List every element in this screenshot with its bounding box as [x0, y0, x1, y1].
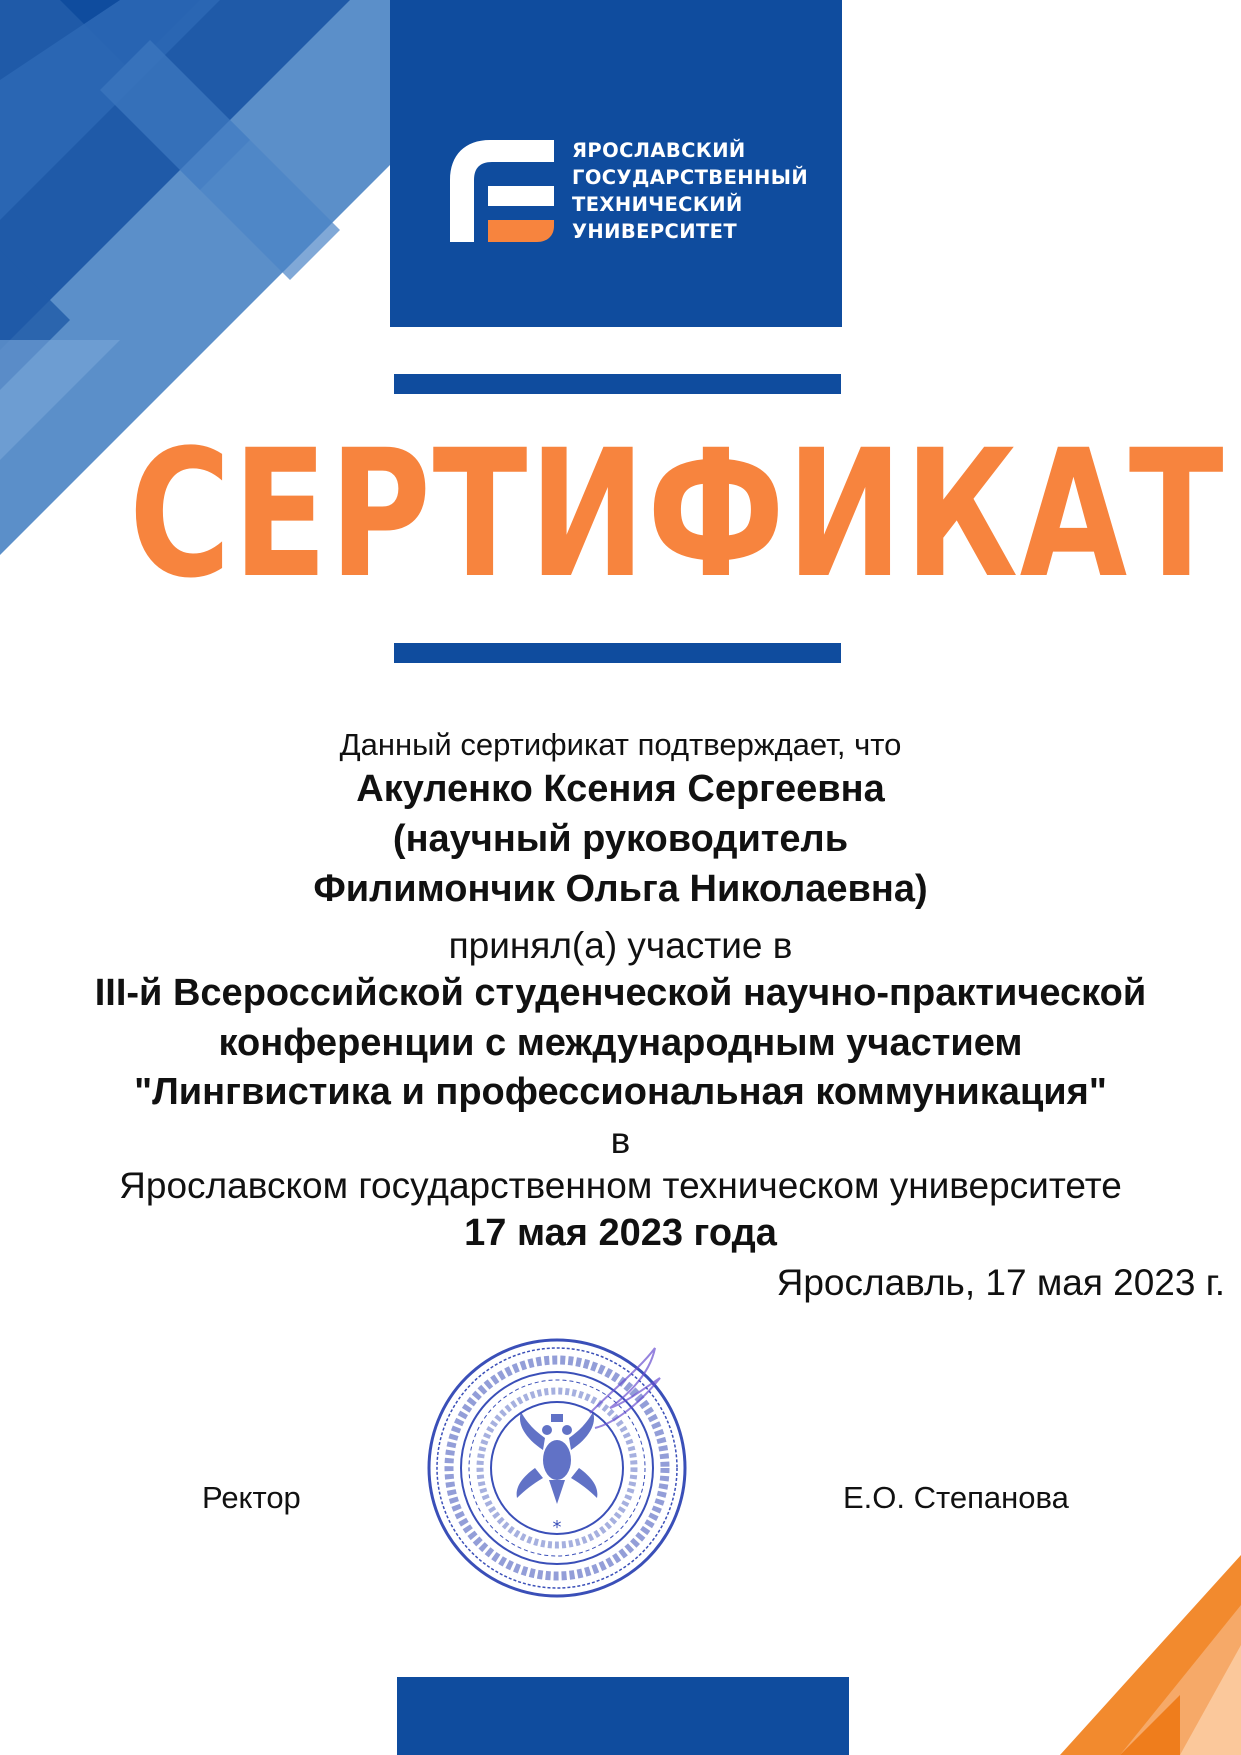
university-name-line: ЯРОСЛАВСКИЙ [572, 139, 746, 162]
event-line-3: "Лингвистика и профессиональная коммуникация" [134, 1071, 1107, 1113]
signatory-title: Ректор [202, 1480, 301, 1515]
event-line-1: III-й Всероссийской студенческой научно-практической [94, 972, 1147, 1014]
venue-text: Ярославском государственном техническом университете [119, 1165, 1122, 1206]
svg-text:*: * [552, 1517, 562, 1538]
title-rule-top [394, 374, 841, 394]
university-name-line: ГОСУДАРСТВЕННЫЙ [572, 166, 809, 189]
participation-text: принял(а) участие в [448, 925, 793, 966]
supervisor-line-1: (научный руководитель [392, 818, 849, 860]
event-date: 17 мая 2023 года [464, 1212, 777, 1254]
university-name [572, 137, 808, 245]
official-seal-icon [425, 1328, 695, 1598]
intro-text: Данный сертификат подтверждает, что [339, 727, 902, 762]
place-and-date: Ярославль, 17 мая 2023 г. [776, 1262, 1225, 1303]
title-rule-bottom [394, 643, 841, 663]
event-line-2: конференции с международным участием [218, 1022, 1023, 1064]
university-name-line: ТЕХНИЧЕСКИЙ [572, 193, 743, 216]
university-name-line: УНИВЕРСИТЕТ [572, 220, 738, 243]
header-logo-block [390, 0, 842, 327]
university-logo-icon [450, 140, 554, 242]
recipient-name: Акуленко Ксения Сергеевна [356, 768, 885, 810]
signatory-name: Е.О. Степанова [843, 1480, 1069, 1515]
footer-bar [397, 1677, 849, 1755]
supervisor-line-2: Филимончик Ольга Николаевна) [313, 868, 928, 910]
bottom-right-decoration [1060, 1555, 1241, 1755]
preposition-text: в [610, 1120, 631, 1161]
certificate-title: СЕРТИФИКАТ [128, 412, 1226, 617]
